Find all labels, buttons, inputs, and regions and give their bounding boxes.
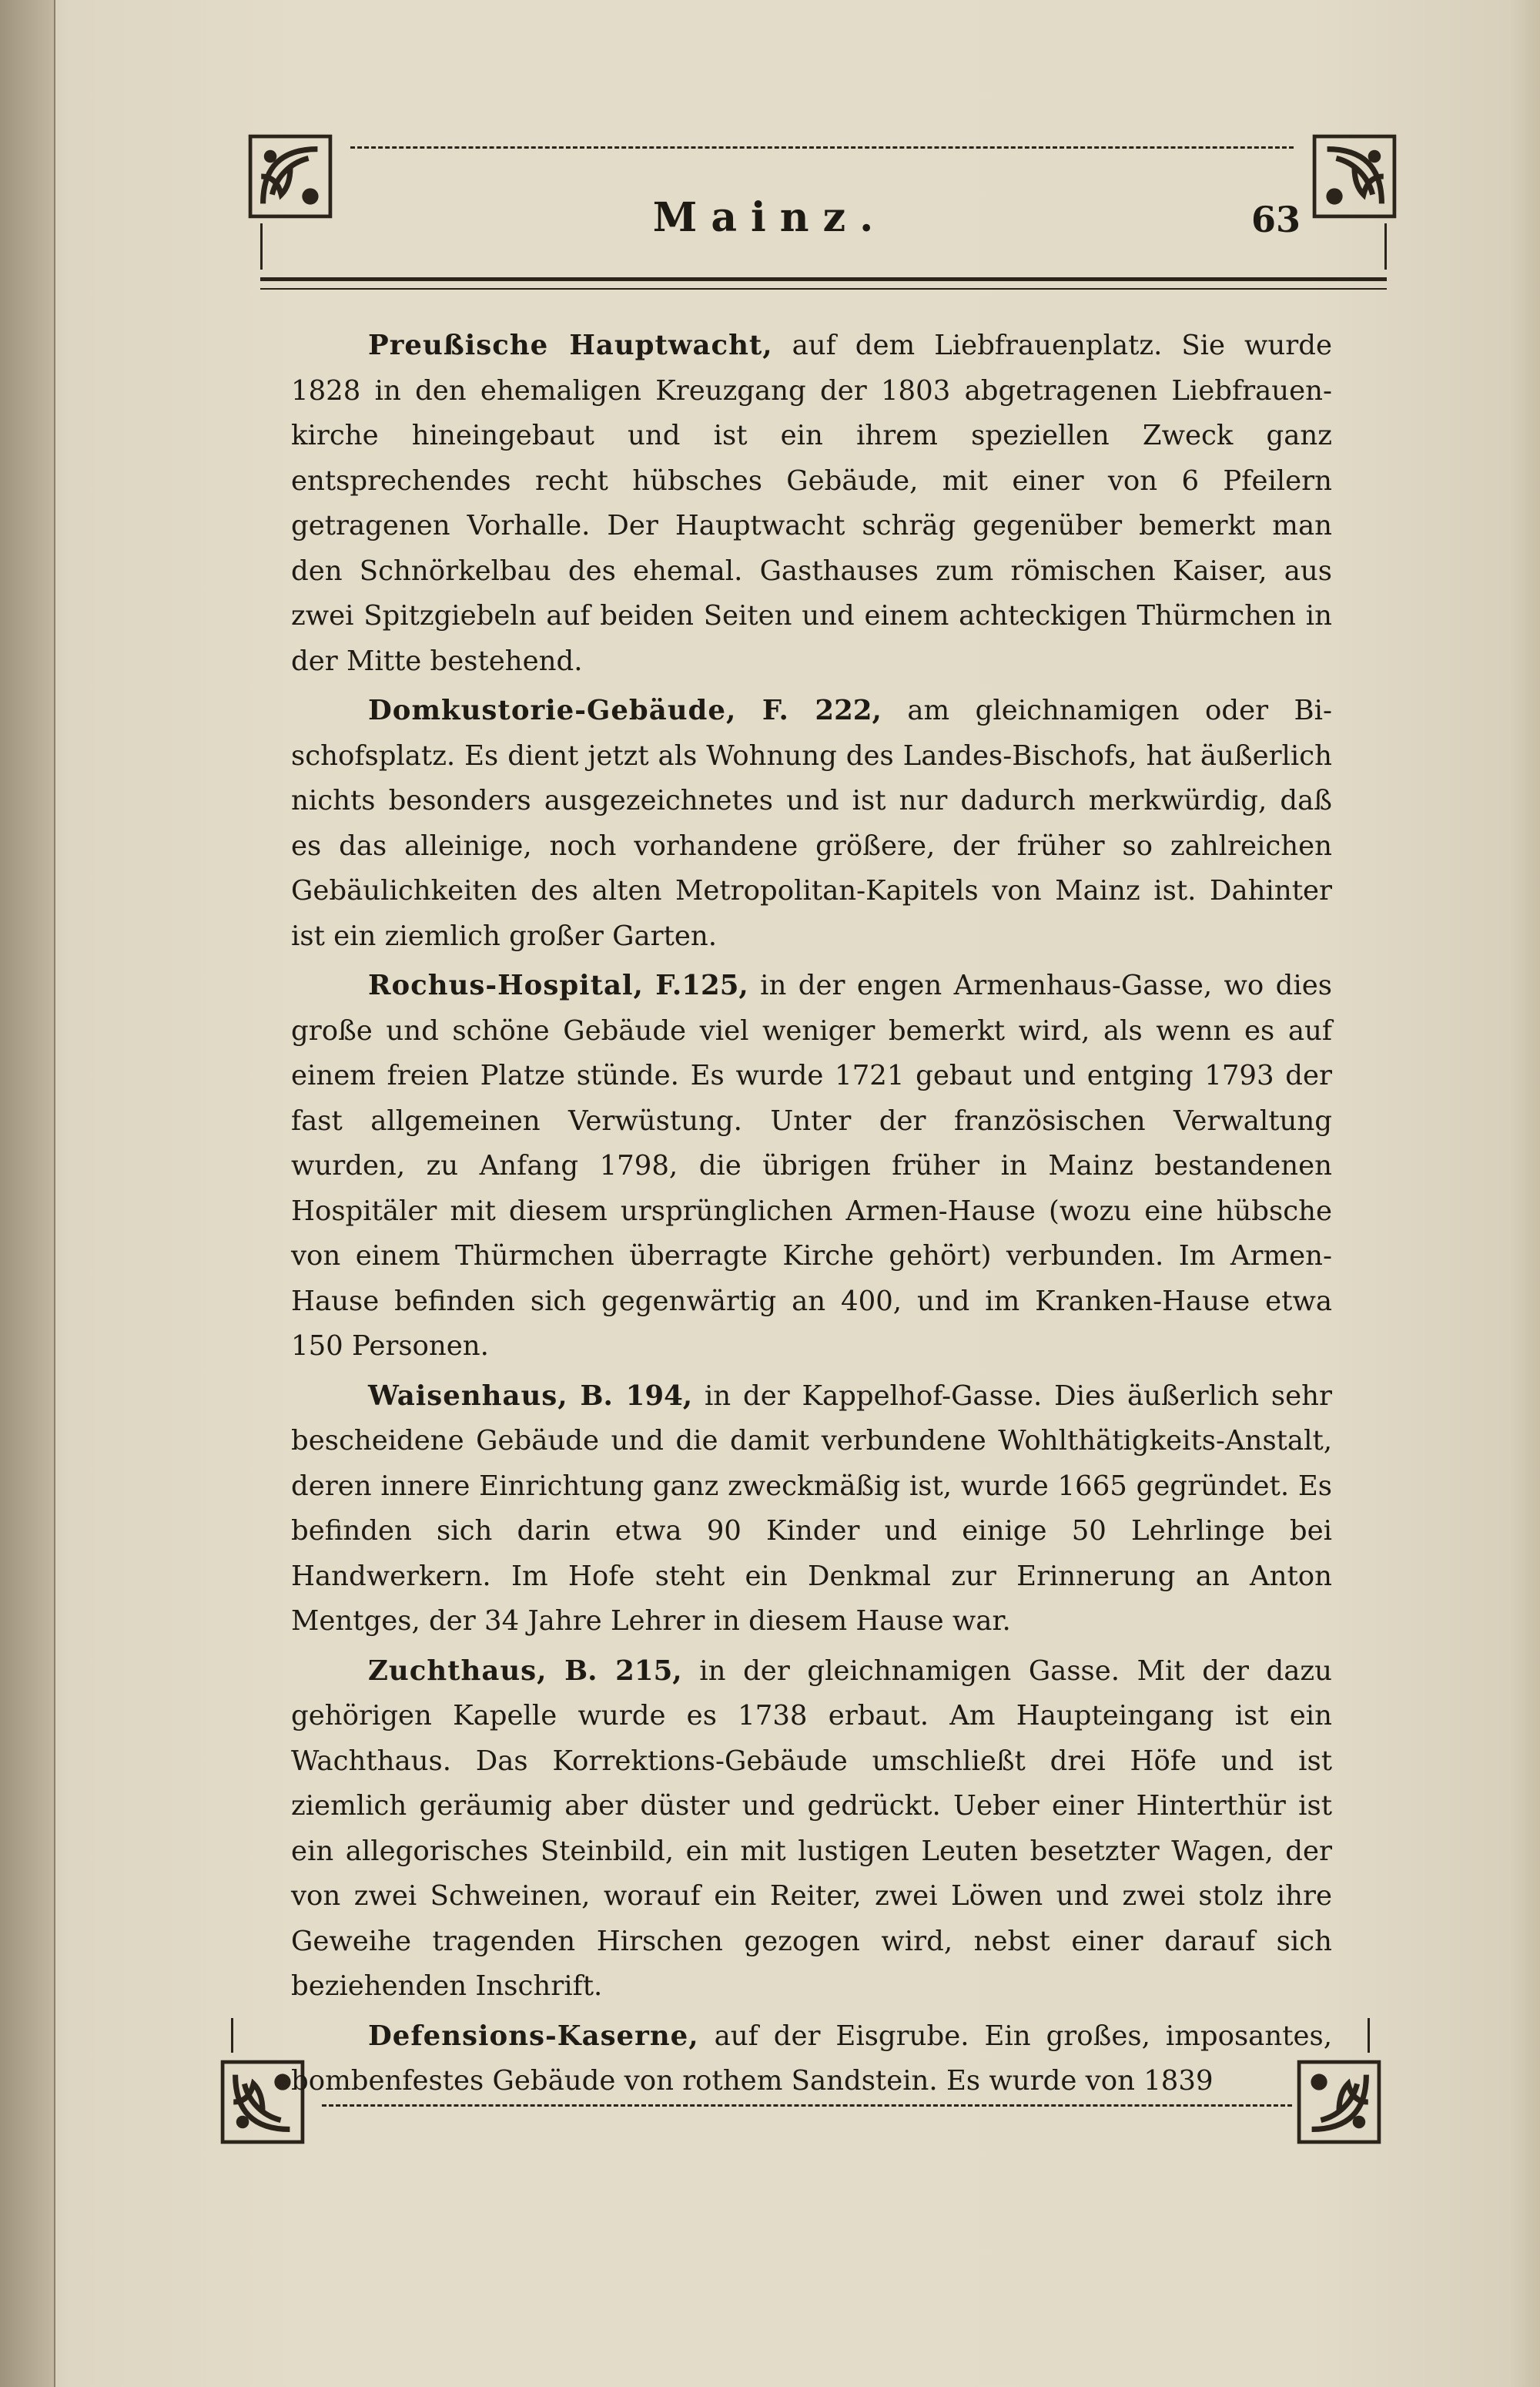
entry-ref: B. 194,: [580, 1380, 693, 1412]
page-number: 63: [1251, 199, 1301, 240]
entry-heading: Preußische Hauptwacht,: [368, 330, 773, 361]
entry-ref: F. 222,: [762, 695, 882, 726]
entry-heading: Waisenhaus,: [368, 1380, 568, 1412]
header-rule-thick: [260, 277, 1387, 281]
book-gutter: [0, 0, 55, 2387]
entry-preussische-hauptwacht: [291, 324, 1332, 684]
left-frame-line-bottom: [231, 2018, 233, 2053]
entry-rochus-hospital: [291, 964, 1332, 1370]
entry-waisenhaus: [291, 1374, 1332, 1644]
entry-domkustorie-gebaeude: [291, 689, 1332, 959]
right-frame-line-bottom: [1368, 2018, 1370, 2053]
entry-body: am gleichnamigen oder Bischofsplatz. Es dient jetzt als Wohnung des Landes-Bischofs, hat äußerlich nichts besonders ausgezeichnetes und ist nur dadurch merkwürdig, daß es das alleinige, noch vorhandene größere, der früher so zahlreichen Gebäulichkeiten des alten Metropolitan-Kapitels von Mainz ist. Dahinter ist ein ziemlich großer Garten.: [291, 695, 1332, 952]
entry-body: in der Kappelhof-Gasse. Dies äußerlich sehr bescheidene Gebäude und die damit verbundene Wohlthätigkeits-Anstalt, deren innere Einrichtung ganz zweckmäßig ist, wurde 1665 gegründet. Es befinden sich darin etwa 90 Kinder und einige 50 Lehrlinge bei Handwerkern. Im Hofe steht ein Denkmal zur Erinnerung an Anton Mentges, der 34 Jahre Lehrer in diesem Hause war.: [291, 1380, 1332, 1637]
entry-body: auf dem Liebfrauenplatz. Sie wurde 1828 in den ehemaligen Kreuzgang der 1803 abgetragenen Liebfrauenkirche hineingebaut und ist ein ihrem speziellen Zweck ganz entsprechendes recht hübsches Gebäude, mit einer von 6 Pfeilern getragenen Vorhalle. Der Hauptwacht schräg gegenüber bemerkt man den Schnörkelbau des ehemal. Gasthauses zum römischen Kaiser, aus zwei Spitzgiebeln auf beiden Seiten und einem achteckigen Thürmchen in der Mitte bestehend.: [291, 330, 1332, 677]
entry-body: in der engen Armenhaus-Gasse, wo dies große und schöne Gebäude viel weniger bemerkt wird, als wenn es auf einem freien Platze stünde. Es wurde 1721 gebaut und entging 1793 der fast allgemeinen Verwüstung. Unter der französischen Verwaltung wurden, zu Anfang 1798, die übrigen früher in Mainz bestandenen Hospitäler mit diesem ursprünglichen Armen-Hause (wozu eine hübsche von einem Thürmchen überragte Kirche gehört) verbunden. Im Armen-Hause befinden sich gegenwärtig an 400, und im Kranken-Hause etwa 150 Personen.: [291, 970, 1332, 1362]
entry-defensions-kaserne: [291, 2014, 1332, 2104]
entry-heading: Domkustorie-Gebäude,: [368, 695, 737, 726]
entry-zuchthaus: [291, 1649, 1332, 2010]
entry-ref: B. 215,: [564, 1654, 682, 1687]
header-rule-thin: [260, 288, 1387, 290]
bottom-dashed-rule: [322, 2104, 1292, 2107]
entry-body: auf der Eisgrube. Ein großes, imposantes, bombenfestes Gebäude von rothem Sandstein. Es wurde von 1839: [291, 2020, 1332, 2097]
text-block: [291, 324, 1332, 2097]
running-head: Mainz.: [652, 194, 888, 241]
entry-body: in der gleichnamigen Gasse. Mit der dazu gehörigen Kapelle wurde es 1738 erbaut. Am Haupteingang ist ein Wachthaus. Das Korrektions-Gebäude umschließt drei Höfe und ist ziemlich geräumig aber düster und gedrückt. Ueber einer Hinterthür ist ein allegorisches Steinbild, ein mit lustigen Leuten besetzter Wagen, der von zwei Schweinen, worauf ein Reiter, zwei Löwen und zwei stolz ihre Geweihe tragenden Hirschen gezogen wird, nebst einer darauf sich beziehenden Inschrift.: [291, 1654, 1332, 2002]
entry-ref: F.125,: [655, 970, 748, 1001]
top-dashed-rule: [350, 146, 1294, 149]
entry-heading: Defensions-Kaserne,: [368, 2020, 699, 2052]
entry-heading: Zuchthaus,: [368, 1654, 547, 1687]
entry-heading: Rochus-Hospital,: [368, 970, 644, 1001]
